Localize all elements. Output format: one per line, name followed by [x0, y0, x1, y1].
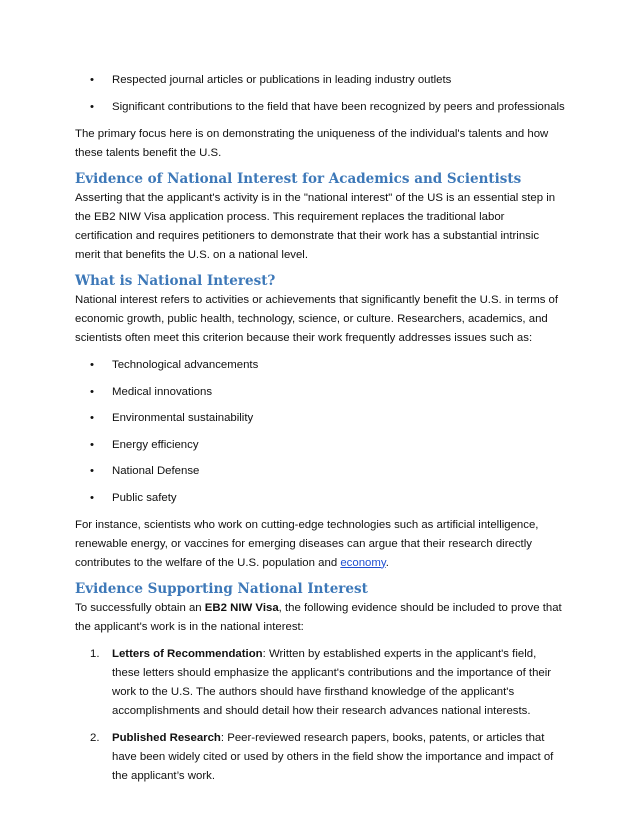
numbered-item: [75, 645, 565, 721]
list-item-text: Energy efficiency: [112, 438, 199, 451]
item-title: Published Research: [112, 731, 221, 744]
economy-link[interactable]: economy: [340, 556, 386, 569]
list-item: [75, 383, 565, 402]
item-number: 2.: [90, 731, 100, 744]
list-item-text: Significant contributions to the field that have been recognized by peers and professionals: [112, 101, 565, 113]
list-item-text: Medical innovations: [112, 385, 213, 398]
bullet-glyph: •: [90, 385, 94, 398]
section-heading: What is National Interest?: [75, 273, 276, 289]
item-title: Letters of Recommendation: [112, 647, 263, 660]
list-item: [75, 489, 565, 508]
closing-text: For instance, scientists who work on cutting-edge technologies such as artificial intelligence, renewable energy, or vaccines for emerging diseases can argue that their research directly contributes to the welfare of the U.S. population and: [75, 518, 539, 569]
bullet-glyph: •: [90, 465, 94, 477]
section-heading: Evidence Supporting National Interest: [75, 580, 368, 597]
list-item: [75, 356, 565, 375]
list-item-text: Respected journal articles or publications in leading industry outlets: [112, 74, 452, 86]
section-heading: Evidence of National Interest for Academics and Scientists: [75, 171, 522, 187]
bullet-glyph: •: [90, 101, 94, 113]
item-text: : Written by established experts in the applicant's field, these letters should emphasize the applicant's contributions and the importance of their work to the U.S. The authors should have firsthand knowledge of the applicant's accomplishments and should detail how their research advances national interests.: [112, 647, 552, 717]
list-item: [75, 462, 565, 481]
section-body: Asserting that the applicant's activity is in the "national interest" of the US is an essential step in the EB2 NIW Visa application process. This requirement replaces the traditional labor certification and requires petitioners to demonstrate that their work has a substantial intrinsic merit that benefits the U.S. on a national level.: [75, 192, 556, 261]
bullet-glyph: •: [90, 438, 94, 451]
item-number: 1.: [90, 647, 100, 660]
section-body: National interest refers to activities or achievements that significantly benefit the U.S. in terms of economic growth, public health, technology, science, or culture. Researchers, academics, and scientists often meet this criterion because their work frequently addresses issues such as:: [75, 294, 559, 344]
visa-name: EB2 NIW Visa: [204, 601, 279, 614]
intro-text: To successfully obtain an: [75, 601, 205, 614]
list-item: [75, 409, 565, 428]
intro-text: , the following evidence should be included to prove that the applicant's work is in the national interest:: [75, 601, 562, 633]
bullet-glyph: •: [90, 74, 94, 86]
list-item-text: Technological advancements: [112, 359, 259, 371]
closing-period: .: [385, 556, 389, 569]
bullet-glyph: •: [90, 491, 94, 504]
list-item: [75, 98, 565, 117]
intro-paragraph: The primary focus here is on demonstrating the uniqueness of the individual's talents and how these talents benefit the U.S.: [75, 128, 549, 159]
section-intro: [75, 599, 565, 637]
document-page: [75, 71, 565, 786]
list-item-text: Public safety: [112, 491, 177, 504]
list-item-text: Environmental sustainability: [112, 412, 254, 424]
numbered-item: [75, 729, 565, 786]
list-item: [75, 436, 565, 455]
closing-paragraph: [75, 516, 565, 573]
bullet-glyph: •: [90, 412, 94, 424]
list-item-text: National Defense: [112, 465, 200, 477]
bullet-glyph: •: [90, 359, 94, 371]
item-text: : Peer-reviewed research papers, books, patents, or articles that have been widely cited or used by others in the field show the importance and impact of the applicant’s work.: [112, 731, 554, 782]
list-item: [75, 71, 565, 90]
